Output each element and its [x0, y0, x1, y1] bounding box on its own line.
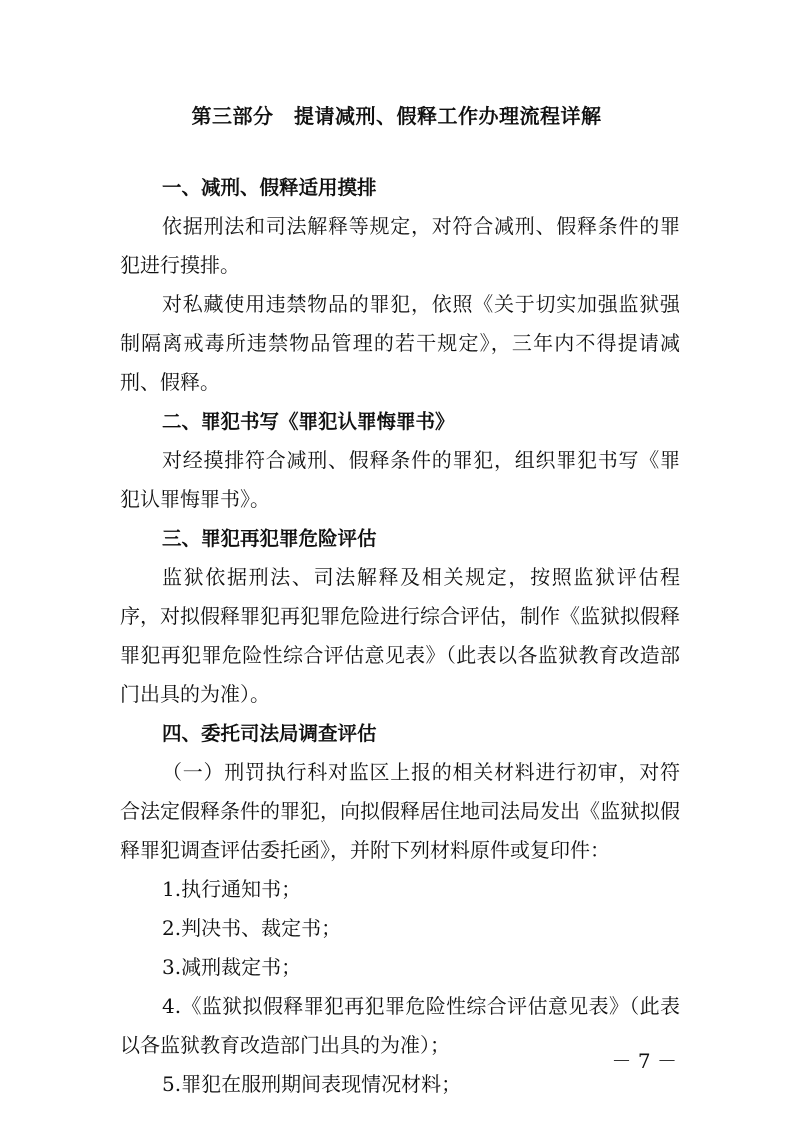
page-title: 第三部分 提请减刑、假释工作办理流程详解: [191, 104, 602, 128]
section-4-paragraph-1: （一）刑罚执行科对监区上报的相关材料进行初审，对符合法定假释条件的罪犯，向拟假释居住地司法局发出《监狱拟假释罪犯调查评估委托函》，并附下列材料原件或复印件：: [120, 760, 680, 862]
section-heading-4: 四、委托司法局调查评估: [162, 722, 377, 745]
section-heading-3: 三、罪犯再犯罪危险评估: [162, 527, 377, 550]
section-heading-2: 二、罪犯书写《罪犯认罪悔罪书》: [162, 410, 455, 433]
list-item-5: 5.罪犯在服刑期间表现情况材料；: [162, 1072, 462, 1096]
list-item-2: 2.判决书、裁定书；: [162, 916, 342, 940]
list-item-1: 1.执行通知书；: [162, 877, 302, 901]
section-1-paragraph-2: 对私藏使用违禁物品的罪犯，依照《关于切实加强监狱强制隔离戒毒所违禁物品管理的若干规定》，三年内不得提请减刑、假释。: [120, 292, 680, 394]
section-heading-1: 一、减刑、假释适用摸排: [162, 176, 377, 199]
document-body: [120, 168, 680, 1104]
page-number: － 7 －: [611, 1049, 677, 1073]
section-1-paragraph-1: 依据刑法和司法解释等规定，对符合减刑、假释条件的罪犯进行摸排。: [120, 214, 680, 277]
list-item-4: 4.《监狱拟假释罪犯再犯罪危险性综合评估意见表》（此表以各监狱教育改造部门出具的为准）；: [120, 994, 680, 1057]
section-2-paragraph-1: 对经摸排符合减刑、假释条件的罪犯，组织罪犯书写《罪犯认罪悔罪书》。: [120, 448, 680, 511]
list-item-3: 3.减刑裁定书；: [162, 955, 302, 979]
section-3-paragraph-1: 监狱依据刑法、司法解释及相关规定，按照监狱评估程序，对拟假释罪犯再犯罪危险进行综合评估，制作《监狱拟假释罪犯再犯罪危险性综合评估意见表》（此表以各监狱教育改造部门出具的为准）。: [120, 565, 680, 706]
